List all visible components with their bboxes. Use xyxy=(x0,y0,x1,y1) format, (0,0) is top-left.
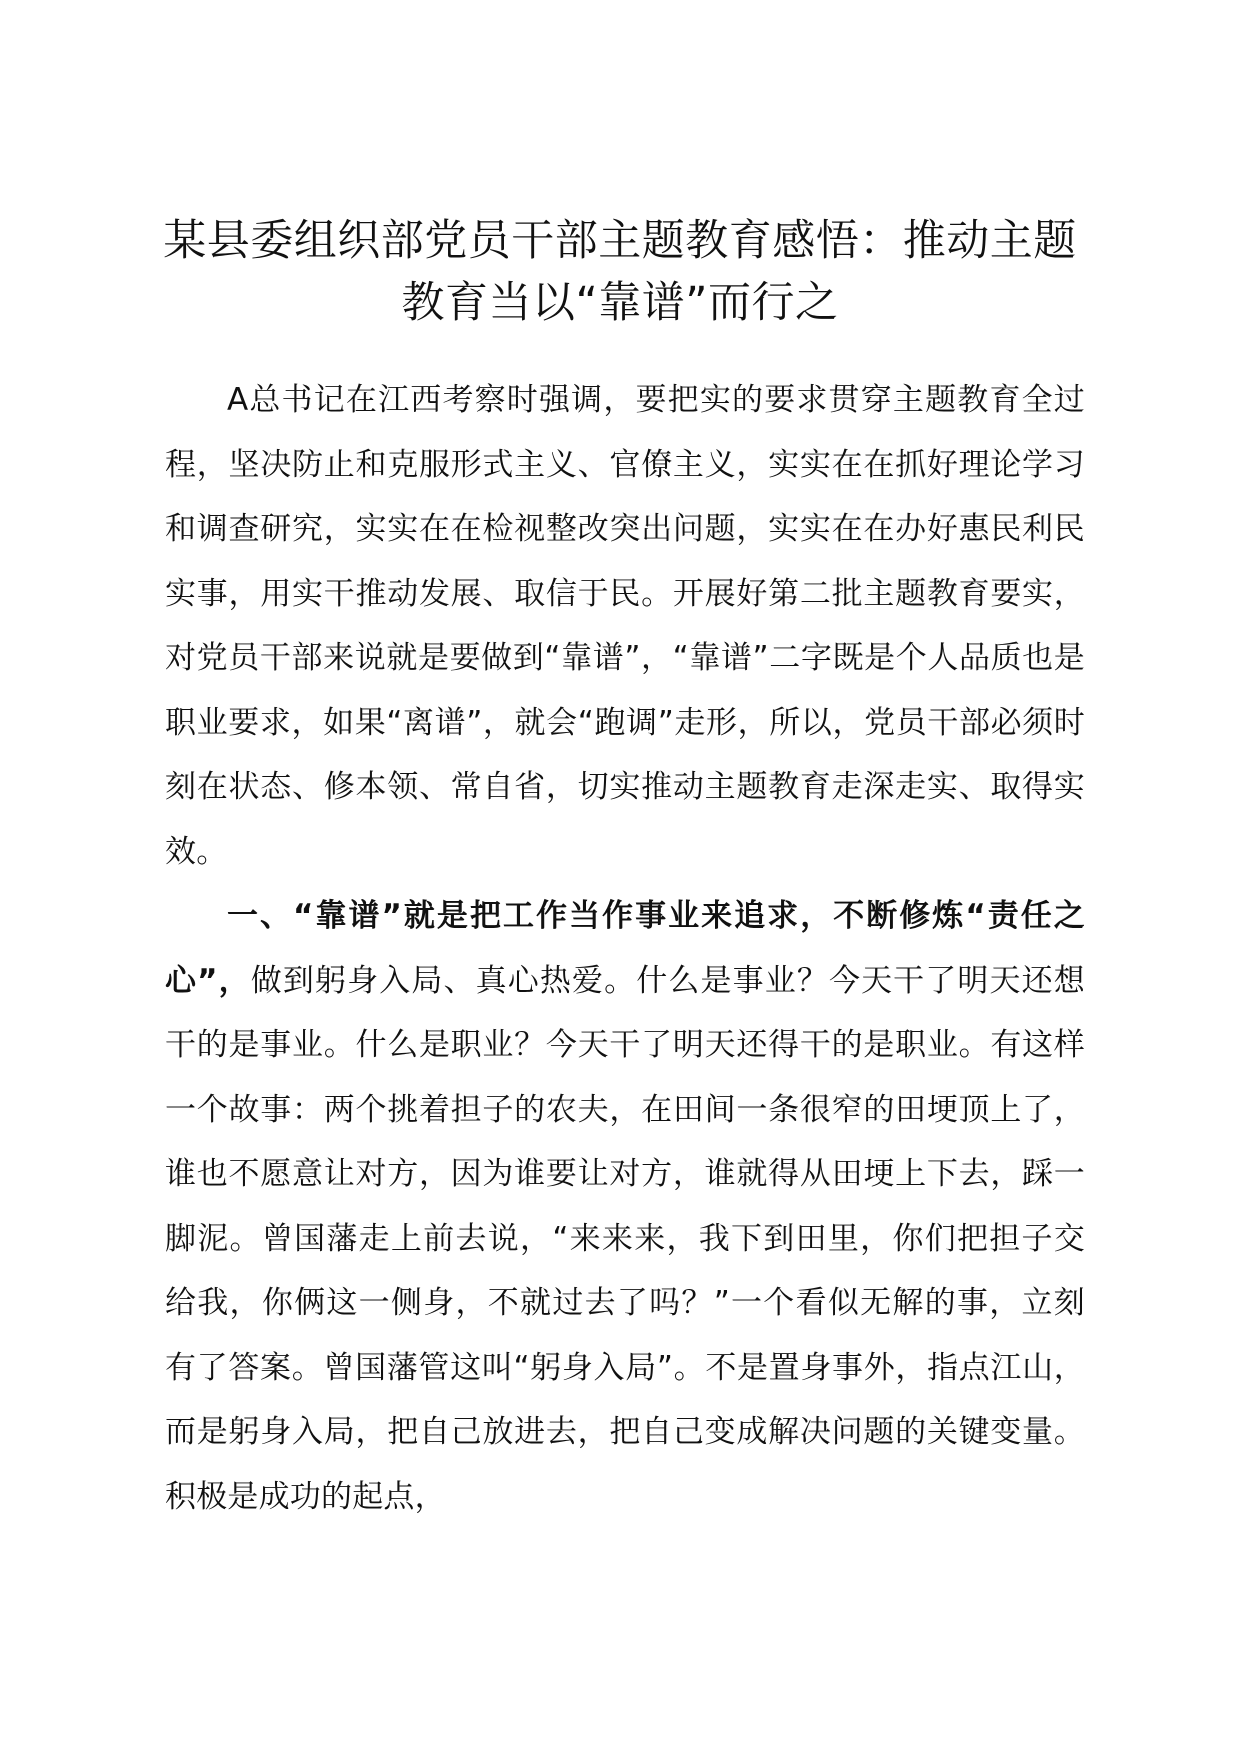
paragraph-section-one xyxy=(165,884,1085,1529)
section-one-text: 做到躬身入局、真心热爱。什么是事业？今天干了明天还想干的是事业。什么是职业？今天干了明天还得干的是职业。有这样一个故事：两个挑着担子的农夫，在田间一条很窄的田埂顶上了，谁也不愿意让对方，因为谁要让对方，谁就得从田埂上下去，踩一脚泥。曾国藩走上前去说，“来来来，我下到田里，你们把担子交给我，你俩这一侧身，不就过去了吗？”一个看似无解的事，立刻有了答案。曾国藩管这叫“躬身入局”。不是置身事外，指点江山，而是躬身入局，把自己放进去，把自己变成解决问题的关键变量。积极是成功的起点， xyxy=(165,962,1085,1515)
paragraph-intro: A总书记在江西考察时强调，要把实的要求贯穿主题教育全过程，坚决防止和克服形式主义、官僚主义，实实在在抓好理论学习和调查研究，实实在在检视整改突出问题，实实在在办好惠民利民实事，用实干推动发展、取信于民。开展好第二批主题教育要实，对党员干部来说就是要做到“靠谱”，“靠谱”二字既是个人品质也是职业要求，如果“离谱”，就会“跑调”走形，所以，党员干部必须时刻在状态、修本领、常自省，切实推动主题教育走深走实、取得实效。 xyxy=(165,382,1085,870)
section-one-heading: 一、“靠谱”就是把工作当作事业来追求，不断修炼“责任之心”， xyxy=(165,898,1085,999)
document-body xyxy=(165,368,1085,1529)
document-title: 某县委组织部党员干部主题教育感悟：推动主题教育当以“靠谱”而行之 xyxy=(163,216,1077,328)
